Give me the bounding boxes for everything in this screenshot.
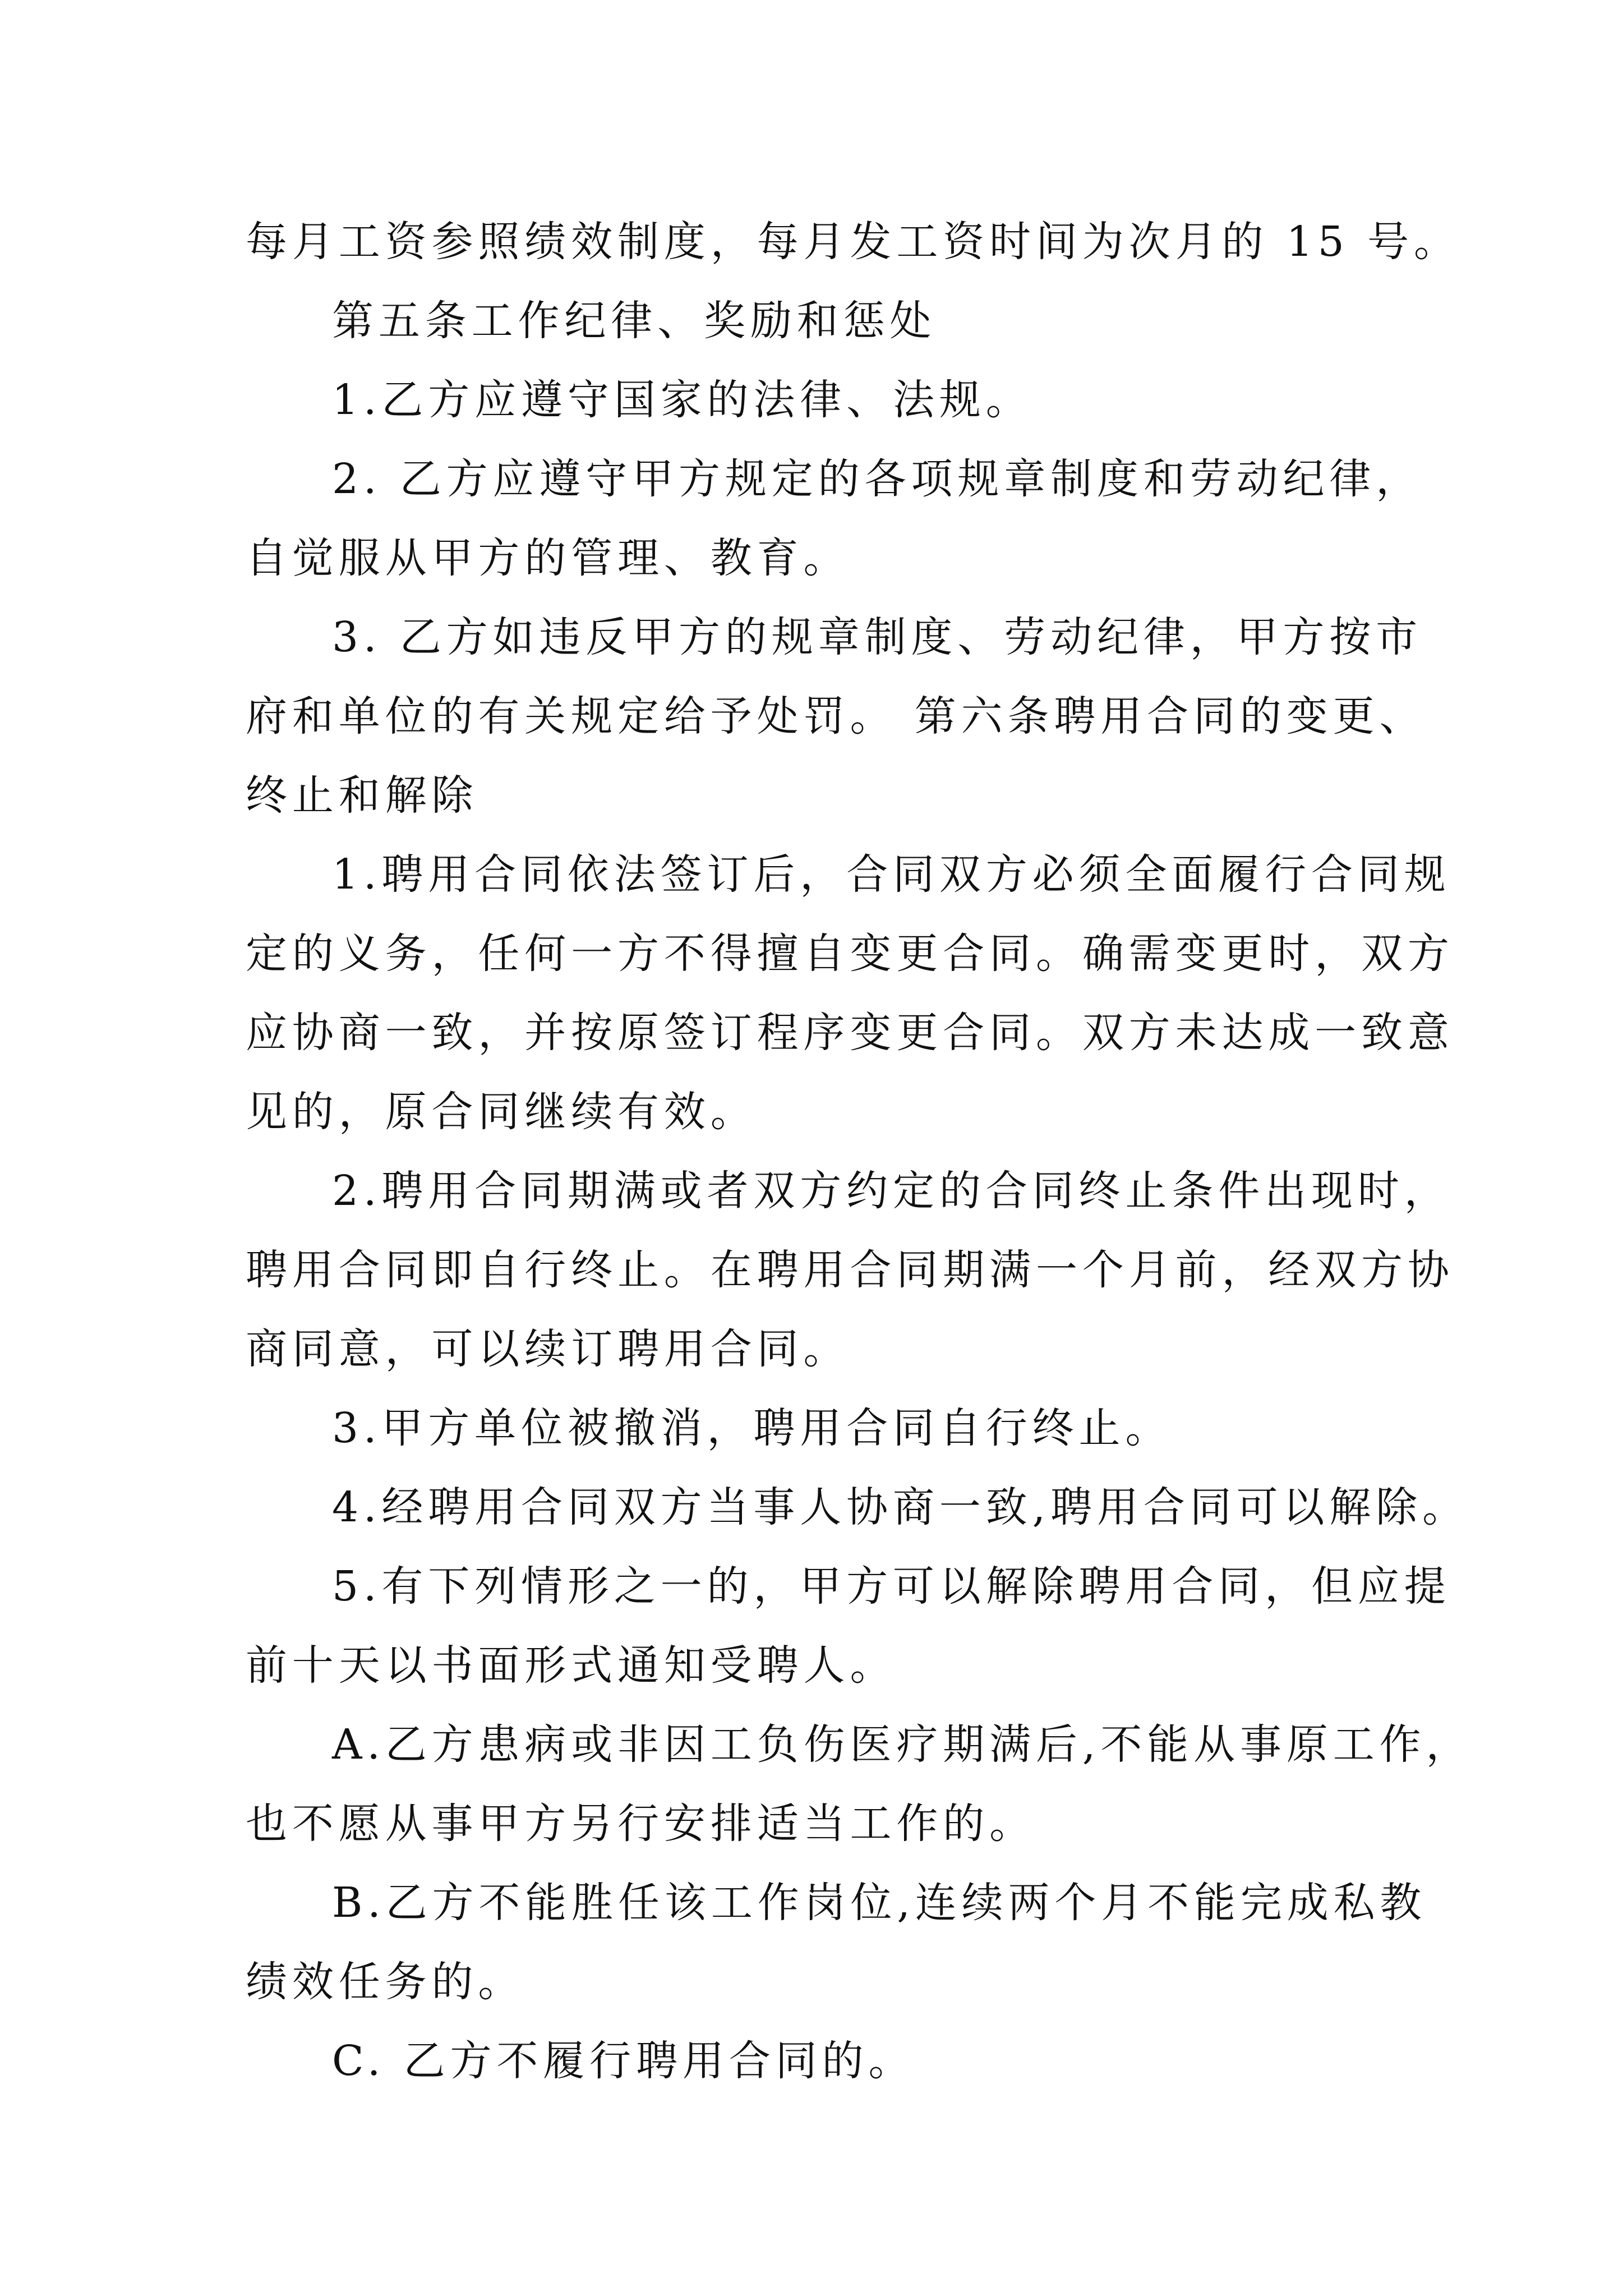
text-line: 4.经聘用合同双方当事人协商一致,聘用合同可以解除。 — [332, 1483, 1469, 1531]
text-line: 3. 乙方如违反甲方的规章制度、劳动纪律，甲方按市 — [332, 613, 1423, 661]
text-line: 商同意，可以续订聘用合同。 — [246, 1325, 850, 1373]
text-line: 2.聘用合同期满或者双方约定的合同终止条件出现时， — [332, 1167, 1451, 1215]
text-line: B.乙方不能胜任该工作岗位,连续两个月不能完成私教 — [332, 1879, 1427, 1927]
text-line: 府和单位的有关规定给予处罚。 第六条聘用合同的变更、 — [246, 692, 1426, 740]
text-line: 3.甲方单位被撤消，聘用合同自行终止。 — [332, 1404, 1172, 1452]
text-line: 2. 乙方应遵守甲方规定的各项规章制度和劳动纪律， — [332, 455, 1423, 503]
text-line: 绩效任务的。 — [246, 1958, 525, 2006]
text-line: A.乙方患病或非因工负伤医疗期满后,不能从事原工作， — [332, 1720, 1473, 1769]
section-heading: 第五条工作纪律、奖励和惩处 — [332, 297, 937, 345]
text-line: 终止和解除 — [246, 771, 478, 820]
text-line: 每月工资参照绩效制度，每月发工资时间为次月的 15 号。 — [246, 218, 1460, 266]
text-line: 自觉服从甲方的管理、教育。 — [246, 534, 850, 582]
text-line: 见的，原合同继续有效。 — [246, 1088, 757, 1136]
text-line: 应协商一致，并按原签订程序变更合同。双方未达成一致意 — [246, 1009, 1454, 1057]
text-line: 1.乙方应遵守国家的法律、法规。 — [332, 376, 1032, 424]
text-line: 1.聘用合同依法签订后，合同双方必须全面履行合同规 — [332, 850, 1451, 899]
text-line: C. 乙方不履行聘用合同的。 — [332, 2037, 915, 2085]
text-line: 定的义务，任何一方不得擅自变更合同。确需变更时，双方 — [246, 930, 1454, 978]
text-line: 聘用合同即自行终止。在聘用合同期满一个月前，经双方协 — [246, 1246, 1454, 1294]
text-line: 5.有下列情形之一的，甲方可以解除聘用合同，但应提 — [332, 1562, 1451, 1611]
text-line: 也不愿从事甲方另行安排适当工作的。 — [246, 1800, 1036, 1848]
text-line: 前十天以书面形式通知受聘人。 — [246, 1641, 897, 1690]
